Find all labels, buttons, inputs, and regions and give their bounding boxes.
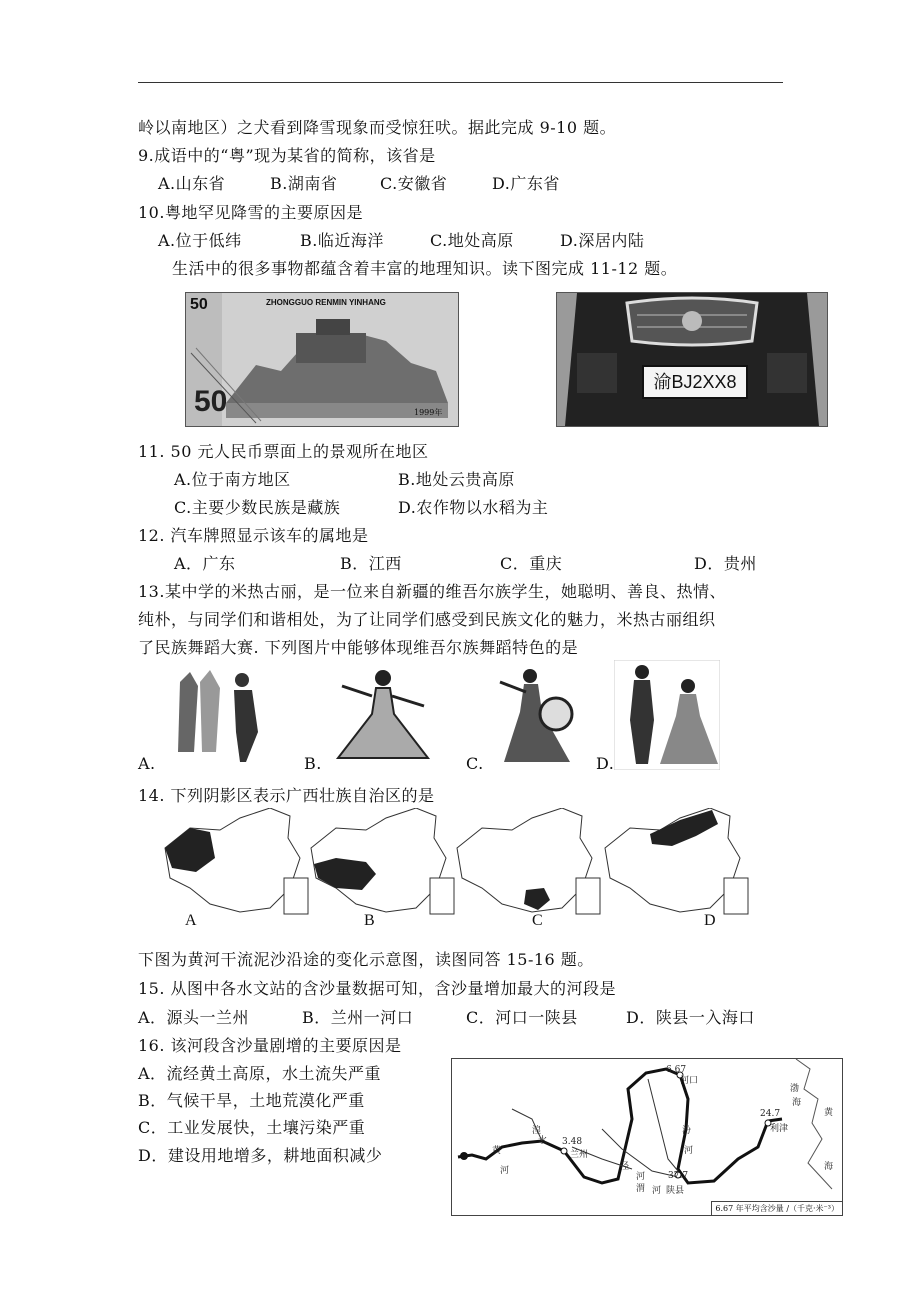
yellow-river-map	[451, 1058, 843, 1216]
q15-option-c[interactable]: C．河口一陕县	[466, 1008, 578, 1027]
question-13-line3: 了民族舞蹈大赛. 下列图片中能够体现维吾尔族舞蹈特色的是	[138, 638, 579, 657]
banknote-denomination-large: 50	[194, 385, 228, 418]
china-map-b	[306, 808, 456, 918]
label-jing: 泾	[620, 1162, 630, 1172]
label-huang-river: 黄	[492, 1146, 502, 1156]
banknote-top-text: ZHONGGUO RENMIN YINHANG	[266, 298, 386, 307]
q12-option-b[interactable]: B．江西	[340, 554, 402, 573]
label-he-3: 河	[636, 1172, 646, 1182]
station-lijin-value: 24.7	[760, 1109, 781, 1119]
q12-option-c[interactable]: C．重庆	[500, 554, 563, 573]
question-10-options	[158, 231, 644, 251]
q16-option-a[interactable]: A．流经黄土高原，水土流失严重	[138, 1064, 382, 1083]
dance-label-c[interactable]: C.	[466, 754, 484, 773]
china-map-c	[452, 808, 602, 918]
q16-option-b[interactable]: B．气候干旱，土地荒漠化严重	[138, 1091, 365, 1110]
question-11: 11. 50 元人民币票面上的景观所在地区	[138, 442, 429, 461]
station-shanxian-value: 37.7	[668, 1171, 689, 1181]
question-16: 16. 该河段含沙量剧增的主要原因是	[138, 1036, 402, 1055]
banknote-denomination-small: 50	[190, 296, 208, 313]
station-shanxian-name: 陕县	[666, 1186, 685, 1196]
q15-option-b[interactable]: B．兰州一河口	[302, 1008, 414, 1027]
label-hai-2: 海	[824, 1162, 834, 1172]
question-11-options-row1	[174, 470, 515, 490]
yellow-river-drawing	[452, 1059, 842, 1215]
station-lijin-name: 利津	[770, 1124, 789, 1134]
dance-label-a[interactable]: A.	[138, 754, 156, 773]
station-lanzhou-value: 3.48	[562, 1137, 583, 1147]
question-11-options-row2	[174, 498, 548, 518]
label-he-4: 河	[652, 1186, 662, 1196]
dance-label-d[interactable]: D.	[596, 754, 615, 773]
question-14: 14. 下列阴影区表示广西壮族自治区的是	[138, 786, 435, 805]
question-9: 9.成语中的“粤”现为某省的简称，该省是	[138, 146, 436, 165]
label-shui: 水	[538, 1136, 548, 1146]
q9-option-c[interactable]: C.安徽省	[380, 174, 448, 193]
q9-option-a[interactable]: A.山东省	[158, 174, 226, 193]
label-wei: 渭	[636, 1184, 646, 1194]
river-map-legend: 6.67 年平均含沙量 /（千克·米⁻³）	[711, 1201, 842, 1215]
banknote-image	[185, 292, 459, 427]
car-plate-image	[556, 292, 828, 427]
q11-option-d[interactable]: D.农作物以水稻为主	[398, 498, 549, 517]
station-hekou-name: 河口	[680, 1076, 699, 1086]
q16-option-d[interactable]: D．建设用地增多，耕地面积减少	[138, 1146, 383, 1165]
label-hai-1: 海	[792, 1098, 802, 1108]
q12-option-d[interactable]: D．贵州	[694, 554, 757, 573]
q11-option-b[interactable]: B.地处云贵高原	[398, 470, 515, 489]
map-label-d[interactable]: D	[704, 912, 716, 929]
label-he-2: 河	[684, 1146, 694, 1156]
q11-option-a[interactable]: A.位于南方地区	[174, 470, 291, 489]
china-map-a	[160, 808, 310, 918]
map-label-b[interactable]: B	[364, 912, 375, 929]
label-fen: 汾	[682, 1126, 692, 1136]
question-9-options	[158, 174, 560, 194]
q9-option-b[interactable]: B.湖南省	[270, 174, 338, 193]
question-10: 10.粤地罕见降雪的主要原因是	[138, 203, 363, 222]
china-map-d	[600, 808, 750, 918]
question-13-line1: 13.某中学的米热古丽，是一位来自新疆的维吾尔族学生，她聪明、善良、热情、	[138, 582, 726, 601]
q15-option-a[interactable]: A．源头一兰州	[138, 1008, 250, 1027]
intro-11-12: 生活中的很多事物都蕴含着丰富的地理知识。读下图完成 11-12 题。	[172, 259, 678, 278]
q10-option-c[interactable]: C.地处高原	[430, 231, 514, 250]
q16-option-c[interactable]: C．工业发展快，土壤污染严重	[138, 1118, 366, 1137]
q10-option-d[interactable]: D.深居内陆	[560, 231, 645, 250]
line-intro-9: 岭以南地区）之犬看到降雪现象而受惊狂吠。据此完成 9-10 题。	[138, 118, 617, 137]
map-label-a[interactable]: A	[185, 912, 197, 929]
station-lanzhou-name: 兰州	[570, 1150, 589, 1160]
intro-15-16: 下图为黄河干流泥沙沿途的变化示意图，读图同答 15-16 题。	[138, 950, 594, 969]
question-15-options	[138, 1008, 755, 1028]
q10-option-b[interactable]: B.临近海洋	[300, 231, 384, 250]
question-13-labels	[138, 754, 698, 774]
banknote-year: 1999年	[414, 408, 443, 417]
station-hekou-value: 6.67	[666, 1065, 687, 1075]
label-huang-sea: 黄	[824, 1108, 834, 1118]
label-huang-water: 湟	[532, 1126, 542, 1136]
q15-option-d[interactable]: D．陕县一入海口	[626, 1008, 755, 1027]
header-rule	[138, 82, 783, 83]
map-label-c[interactable]: C	[532, 912, 543, 929]
license-plate: 渝BJ2XX8	[642, 365, 748, 399]
question-12-options	[174, 554, 757, 574]
label-bo: 渤	[790, 1084, 800, 1094]
dance-label-b[interactable]: B.	[304, 754, 322, 773]
q12-option-a[interactable]: A．广东	[174, 554, 236, 573]
question-15: 15. 从图中各水文站的含沙量数据可知，含沙量增加最大的河段是	[138, 979, 617, 998]
q10-option-a[interactable]: A.位于低纬	[158, 231, 242, 250]
label-he-1: 河	[500, 1166, 510, 1176]
q11-option-c[interactable]: C.主要少数民族是藏族	[174, 498, 341, 517]
question-13-line2: 纯朴，与同学们和谐相处，为了让同学们感受到民族文化的魅力，米热古丽组织	[138, 610, 716, 629]
q9-option-d[interactable]: D.广东省	[492, 174, 560, 193]
car-front-drawing	[557, 293, 827, 426]
question-12: 12. 汽车牌照显示该车的属地是	[138, 526, 369, 545]
